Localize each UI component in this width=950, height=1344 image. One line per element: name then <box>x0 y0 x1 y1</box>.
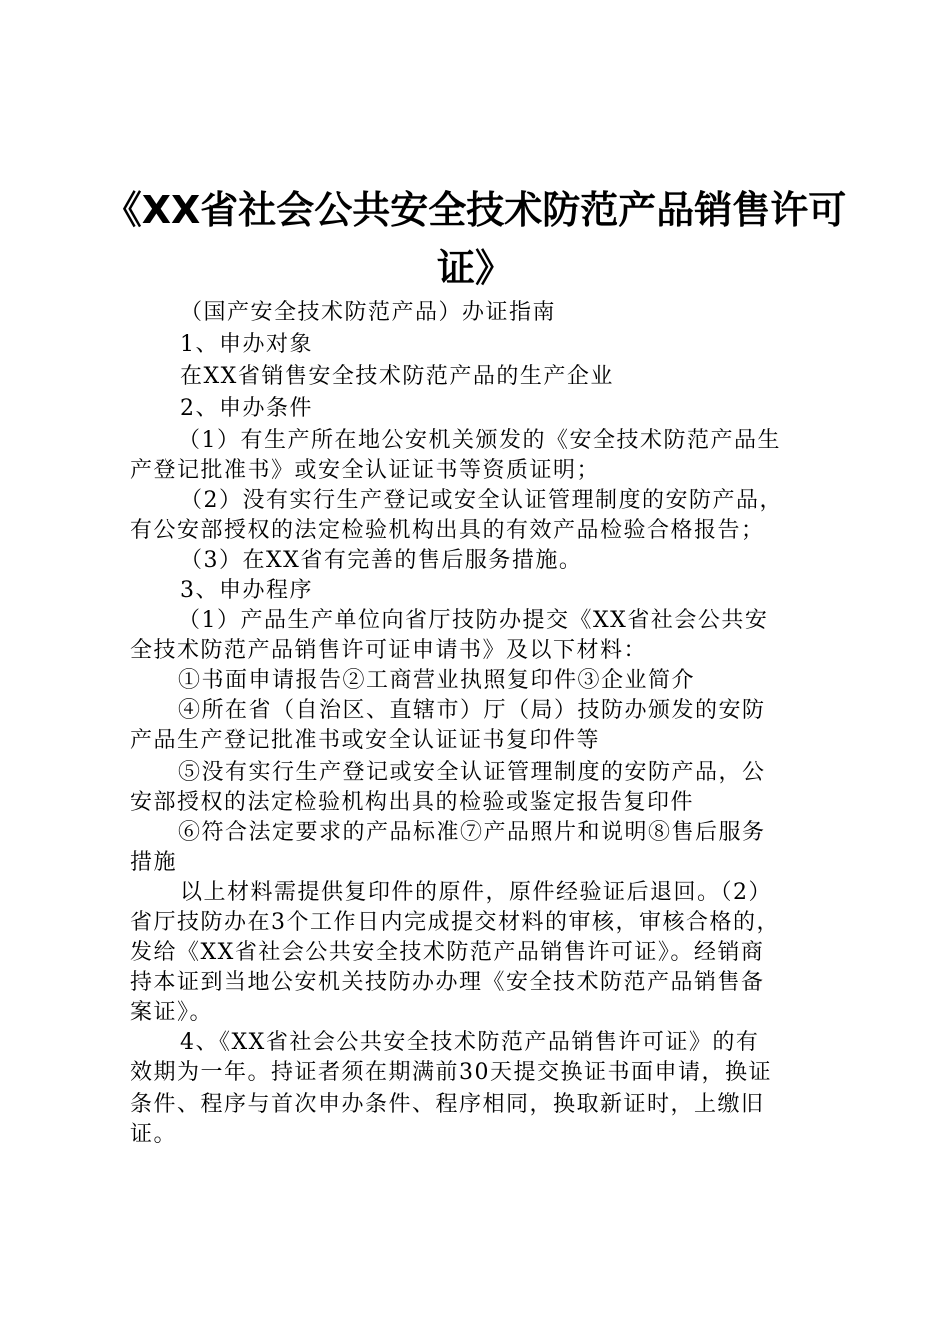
paragraph-line: 措施 <box>130 850 178 875</box>
paragraph-line: 有公安部授权的法定检验机构出具的有效产品检验合格报告； <box>130 518 765 543</box>
paragraph-line: 条件、程序与首次申办条件、程序相同，换取新证时，上缴旧 <box>130 1092 765 1117</box>
paragraph-line: （1）有生产所在地公安机关颁发的《安全技术防范产品生 <box>178 428 781 453</box>
paragraph-line: ④所在省（自治区、直辖市）厅（局）技防办颁发的安防 <box>178 698 766 723</box>
section-heading-2: 2、申办条件 <box>180 396 313 421</box>
paragraph-line: 案证》。 <box>130 1000 214 1025</box>
section-heading-3: 3、申办程序 <box>180 578 313 603</box>
paragraph-line: （3）在XX省有完善的售后服务措施。 <box>180 548 583 573</box>
paragraph-line: 全技术防范产品销售许可证申请书》及以下材料： <box>130 638 648 663</box>
paragraph-line: 4、《XX省社会公共安全技术防范产品销售许可证》的有 <box>180 1030 760 1055</box>
document-title-line-1: 《XX省社会公共安全技术防范产品销售许可 <box>103 188 847 232</box>
paragraph-line: 持本证到当地公安机关技防办办理《安全技术防范产品销售备 <box>130 970 765 995</box>
paragraph-line: ①书面申请报告②工商营业执照复印件③企业简介 <box>178 668 696 693</box>
paragraph-line: 效期为一年。持证者须在期满前30天提交换证书面申请，换证 <box>130 1060 772 1085</box>
section-heading-1: 1、申办对象 <box>180 332 313 357</box>
paragraph-line: 安部授权的法定检验机构出具的检验或鉴定报告复印件 <box>130 790 695 815</box>
paragraph-line: （2）没有实行生产登记或安全认证管理制度的安防产品， <box>180 488 783 513</box>
paragraph-line: 产登记批准书》或安全认证证书等资质证明； <box>130 458 601 483</box>
paragraph-line: 发给《XX省社会公共安全技术防范产品销售许可证》。经销商 <box>130 940 765 965</box>
paragraph-line: ⑤没有实行生产登记或安全认证管理制度的安防产品，公 <box>178 760 766 785</box>
paragraph-line: （1）产品生产单位向省厅技防办提交《XX省社会公共安 <box>178 608 769 633</box>
paragraph-line: ⑥符合法定要求的产品标准⑦产品照片和说明⑧售后服务 <box>178 820 766 845</box>
paragraph-line: 以上材料需提供复印件的原件，原件经验证后退回。（2） <box>180 880 772 905</box>
paragraph-line: 在XX省销售安全技术防范产品的生产企业 <box>180 364 614 389</box>
paragraph-line: 证。 <box>130 1122 178 1147</box>
document-title-line-2: 证》 <box>436 246 513 290</box>
paragraph-line: 省厅技防办在3个工作日内完成提交材料的审核，审核合格的， <box>130 910 780 935</box>
paragraph-line: 产品生产登记批准书或安全认证证书复印件等 <box>130 728 601 753</box>
guide-subtitle: （国产安全技术防范产品）办证指南 <box>180 300 557 325</box>
